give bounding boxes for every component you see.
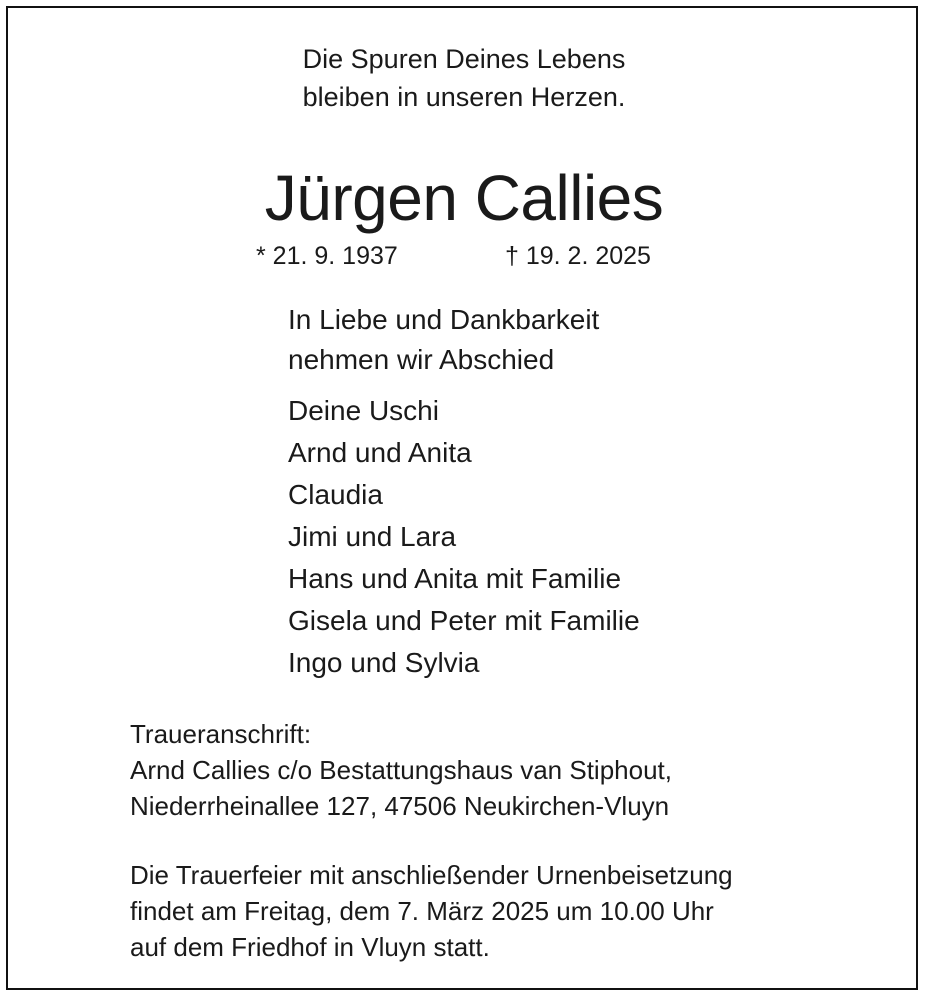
birth-date: * 21. 9. 1937 xyxy=(256,242,398,270)
mourner-item: Hans und Anita mit Familie xyxy=(288,563,622,594)
motto-line-2: bleiben in unseren Herzen. xyxy=(302,82,626,112)
address-label: Traueranschrift: xyxy=(130,719,312,749)
motto xyxy=(0,40,928,116)
farewell-text xyxy=(288,300,599,380)
farewell-line-1: In Liebe und Dankbarkeit xyxy=(288,304,600,335)
mourning-address xyxy=(130,716,672,824)
ceremony-line-3: auf dem Friedhof in Vluyn statt. xyxy=(130,932,490,962)
mourner-item: Jimi und Lara xyxy=(288,521,457,552)
motto-line-1: Die Spuren Deines Lebens xyxy=(302,44,626,74)
mourner-item: Gisela und Peter mit Familie xyxy=(288,605,640,636)
mourners-list xyxy=(288,390,640,684)
deceased-name: Jürgen Callies xyxy=(264,162,664,234)
ceremony-line-2: findet am Freitag, dem 7. März 2025 um 10.00 Uhr xyxy=(130,896,714,926)
death-date: † 19. 2. 2025 xyxy=(505,242,651,270)
address-line-1: Arnd Callies c/o Bestattungshaus van Stiphout, xyxy=(130,755,672,785)
ceremony-info xyxy=(130,857,733,965)
ceremony-line-1: Die Trauerfeier mit anschließender Urnenbeisetzung xyxy=(130,860,733,890)
mourner-item: Claudia xyxy=(288,479,383,510)
mourner-item: Deine Uschi xyxy=(288,395,439,426)
farewell-line-2: nehmen wir Abschied xyxy=(288,344,555,375)
address-line-2: Niederrheinallee 127, 47506 Neukirchen-Vluyn xyxy=(130,791,670,821)
mourner-item: Ingo und Sylvia xyxy=(288,647,480,678)
mourner-item: Arnd und Anita xyxy=(288,437,472,468)
